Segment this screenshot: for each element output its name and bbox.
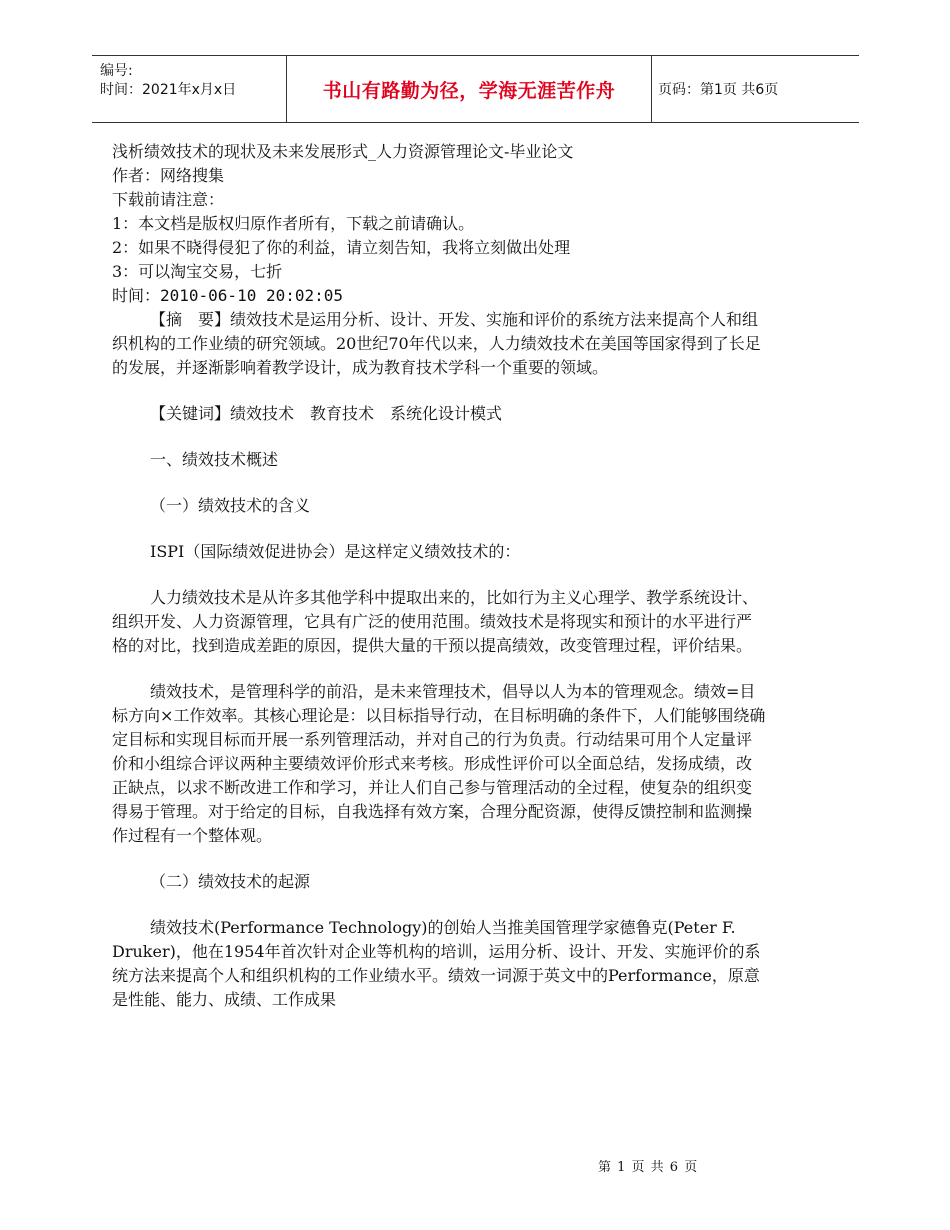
notice-item-2: 2：如果不晓得侵犯了你的利益，请立刻告知，我将立刻做出处理 bbox=[112, 238, 571, 257]
subsection-heading-2: （二）绩效技术的起源 bbox=[150, 872, 311, 891]
doc-time-label: 时间：2021年x月x日 bbox=[100, 82, 237, 98]
ispi-definition-line: ISPI（国际绩效促进协会）是这样定义绩效技术的： bbox=[150, 542, 521, 561]
notice-item-1: 1：本文档是版权归原作者所有，下载之前请确认。 bbox=[112, 214, 475, 233]
notice-title: 下载前请注意： bbox=[112, 190, 225, 209]
body-paragraph-1: 人力绩效技术是从许多其他学科中提取出来的，比如行为主义心理学、教学系统设计、组织开发、人力资源管理，它具有广泛的使用范围。绩效技术是将现实和预计的水平进行严格的对比，找到造成差距的原因，提供大量的干预以提高绩效，改变管理过程，评价结果。 bbox=[112, 588, 759, 655]
document-time: 时间：2010-06-10 20:02:05 bbox=[112, 286, 344, 305]
body-paragraph-2: 绩效技术，是管理科学的前沿，是未来管理技术，倡导以人为本的管理观念。绩效=目标方向×工作效率。其核心理论是：以目标指导行动，在目标明确的条件下，人们能够围绕确定目标和实现目标而开展一系列管理活动，并对自己的行为负责。行动结果可用个人定量评价和小组综合评议两种主要绩效评价形式来考核。形成性评价可以全面总结，发扬成绩，改正缺点，以求不断改进工作和学习，并让人们自己参与管理活动的全过程，使复杂的组织变得易于管理。对于给定的目标，自我选择有效方案，合理分配资源，使得反馈控制和监测操作过程有一个整体观。 bbox=[112, 682, 766, 845]
abstract-paragraph: 【摘 要】绩效技术是运用分析、设计、开发、实施和评价的系统方法来提高个人和组织机构的工作业绩的研究领域。20世纪70年代以来，人力绩效技术在美国等国家得到了长足的发展，并逐渐影响着教学设计，成为教育技术学科一个重要的领域。 bbox=[112, 310, 761, 377]
page-footer: 第 1 页 共 6 页 bbox=[598, 1160, 699, 1175]
subsection-heading-1: （一）绩效技术的含义 bbox=[150, 496, 311, 515]
document-author: 作者：网络搜集 bbox=[112, 166, 225, 185]
header-page-info: 页码：第1页 共6页 bbox=[658, 82, 779, 98]
keywords-line: 【关键词】绩效技术 教育技术 系统化设计模式 bbox=[150, 404, 503, 423]
page-header bbox=[92, 55, 859, 123]
header-meta bbox=[100, 62, 286, 100]
document-title: 浅析绩效技术的现状及未来发展形式_人力资源管理论文-毕业论文 bbox=[112, 142, 574, 161]
document-body bbox=[112, 140, 767, 1012]
doc-number-label: 编号: bbox=[100, 63, 133, 79]
notice-item-3: 3：可以淘宝交易，七折 bbox=[112, 262, 283, 281]
section-heading-1: 一、绩效技术概述 bbox=[150, 450, 279, 469]
header-motto: 书山有路勤为径，学海无涯苦作舟 bbox=[286, 56, 652, 122]
body-paragraph-3: 绩效技术(Performance Technology)的创始人当推美国管理学家德鲁克(Peter F. Druker)，他在1954年首次针对企业等机构的培训，运用分析、设计、开发、实施评价的系统方法来提高个人和组织机构的工作业绩水平。绩效一词源于英文中的Performance，原意是性能、能力、成绩、工作成果 bbox=[112, 918, 761, 1009]
